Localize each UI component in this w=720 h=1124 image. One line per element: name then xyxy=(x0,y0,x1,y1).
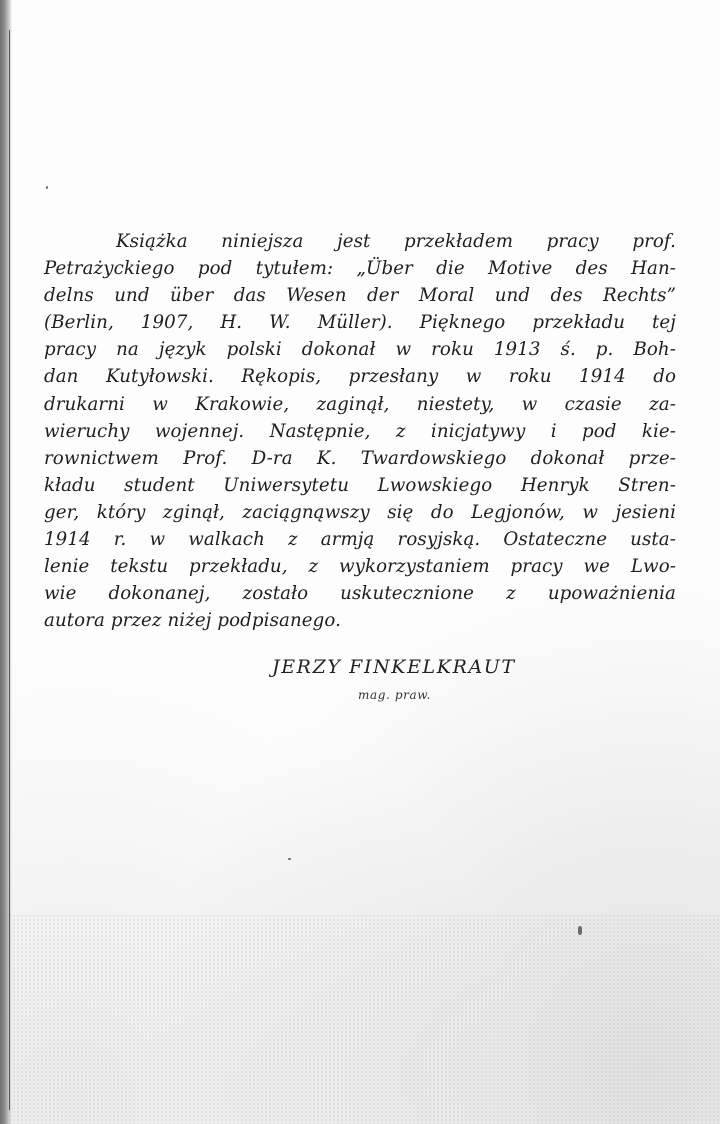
paragraph-line: (Berlin, 1907, H. W. Müller). Pięknego przekładu tej xyxy=(44,312,676,334)
paragraph-line: pracy na język polski dokonał w roku 1913 ś. p. Boh- xyxy=(44,339,676,361)
paragraph-line: Książka niniejsza jest przekładem pracy prof. xyxy=(116,231,676,252)
ink-speck xyxy=(46,186,48,189)
paragraph-line: wie dokonanej, zostało uskutecznione z upoważnienia xyxy=(44,583,676,605)
ink-speck xyxy=(288,858,291,860)
paragraph-line: delns und über das Wesen der Moral und des Rechts” xyxy=(44,285,676,307)
signature-name: JERZY FINKELKRAUT xyxy=(272,656,516,678)
ink-speck xyxy=(578,926,582,935)
paragraph-line: kładu student Uniwersytetu Lwowskiego Henryk Stren- xyxy=(44,474,676,496)
paper-grain xyxy=(0,914,720,1124)
paragraph-line: ger, który zginął, zaciągnąwszy się do Legjonów, w jesieni xyxy=(44,501,676,523)
paragraph-line: drukarni w Krakowie, zaginął, niestety, w czasie za- xyxy=(44,393,676,415)
paragraph-line: 1914 r. w walkach z armją rosyjską. Ostateczne usta- xyxy=(44,529,676,551)
paragraph-line: lenie tekstu przekładu, z wykorzystaniem pracy we Lwo- xyxy=(44,556,676,578)
paragraph-line: autora przez niżej podpisanego. xyxy=(44,610,341,632)
paragraph-line: dan Kutyłowski. Rękopis, przesłany w roku 1914 do xyxy=(44,366,676,388)
signature-title: mag. praw. xyxy=(358,688,432,702)
paragraph-line: rownictwem Prof. D-ra K. Twardowskiego dokonał prze- xyxy=(44,447,676,469)
paragraph-line: Petrażyckiego pod tytułem: „Über die Motive des Han- xyxy=(44,258,676,280)
paragraph-line: wieruchy wojennej. Następnie, z inicjatywy i pod kie- xyxy=(44,420,676,442)
preface-paragraph xyxy=(44,228,676,634)
